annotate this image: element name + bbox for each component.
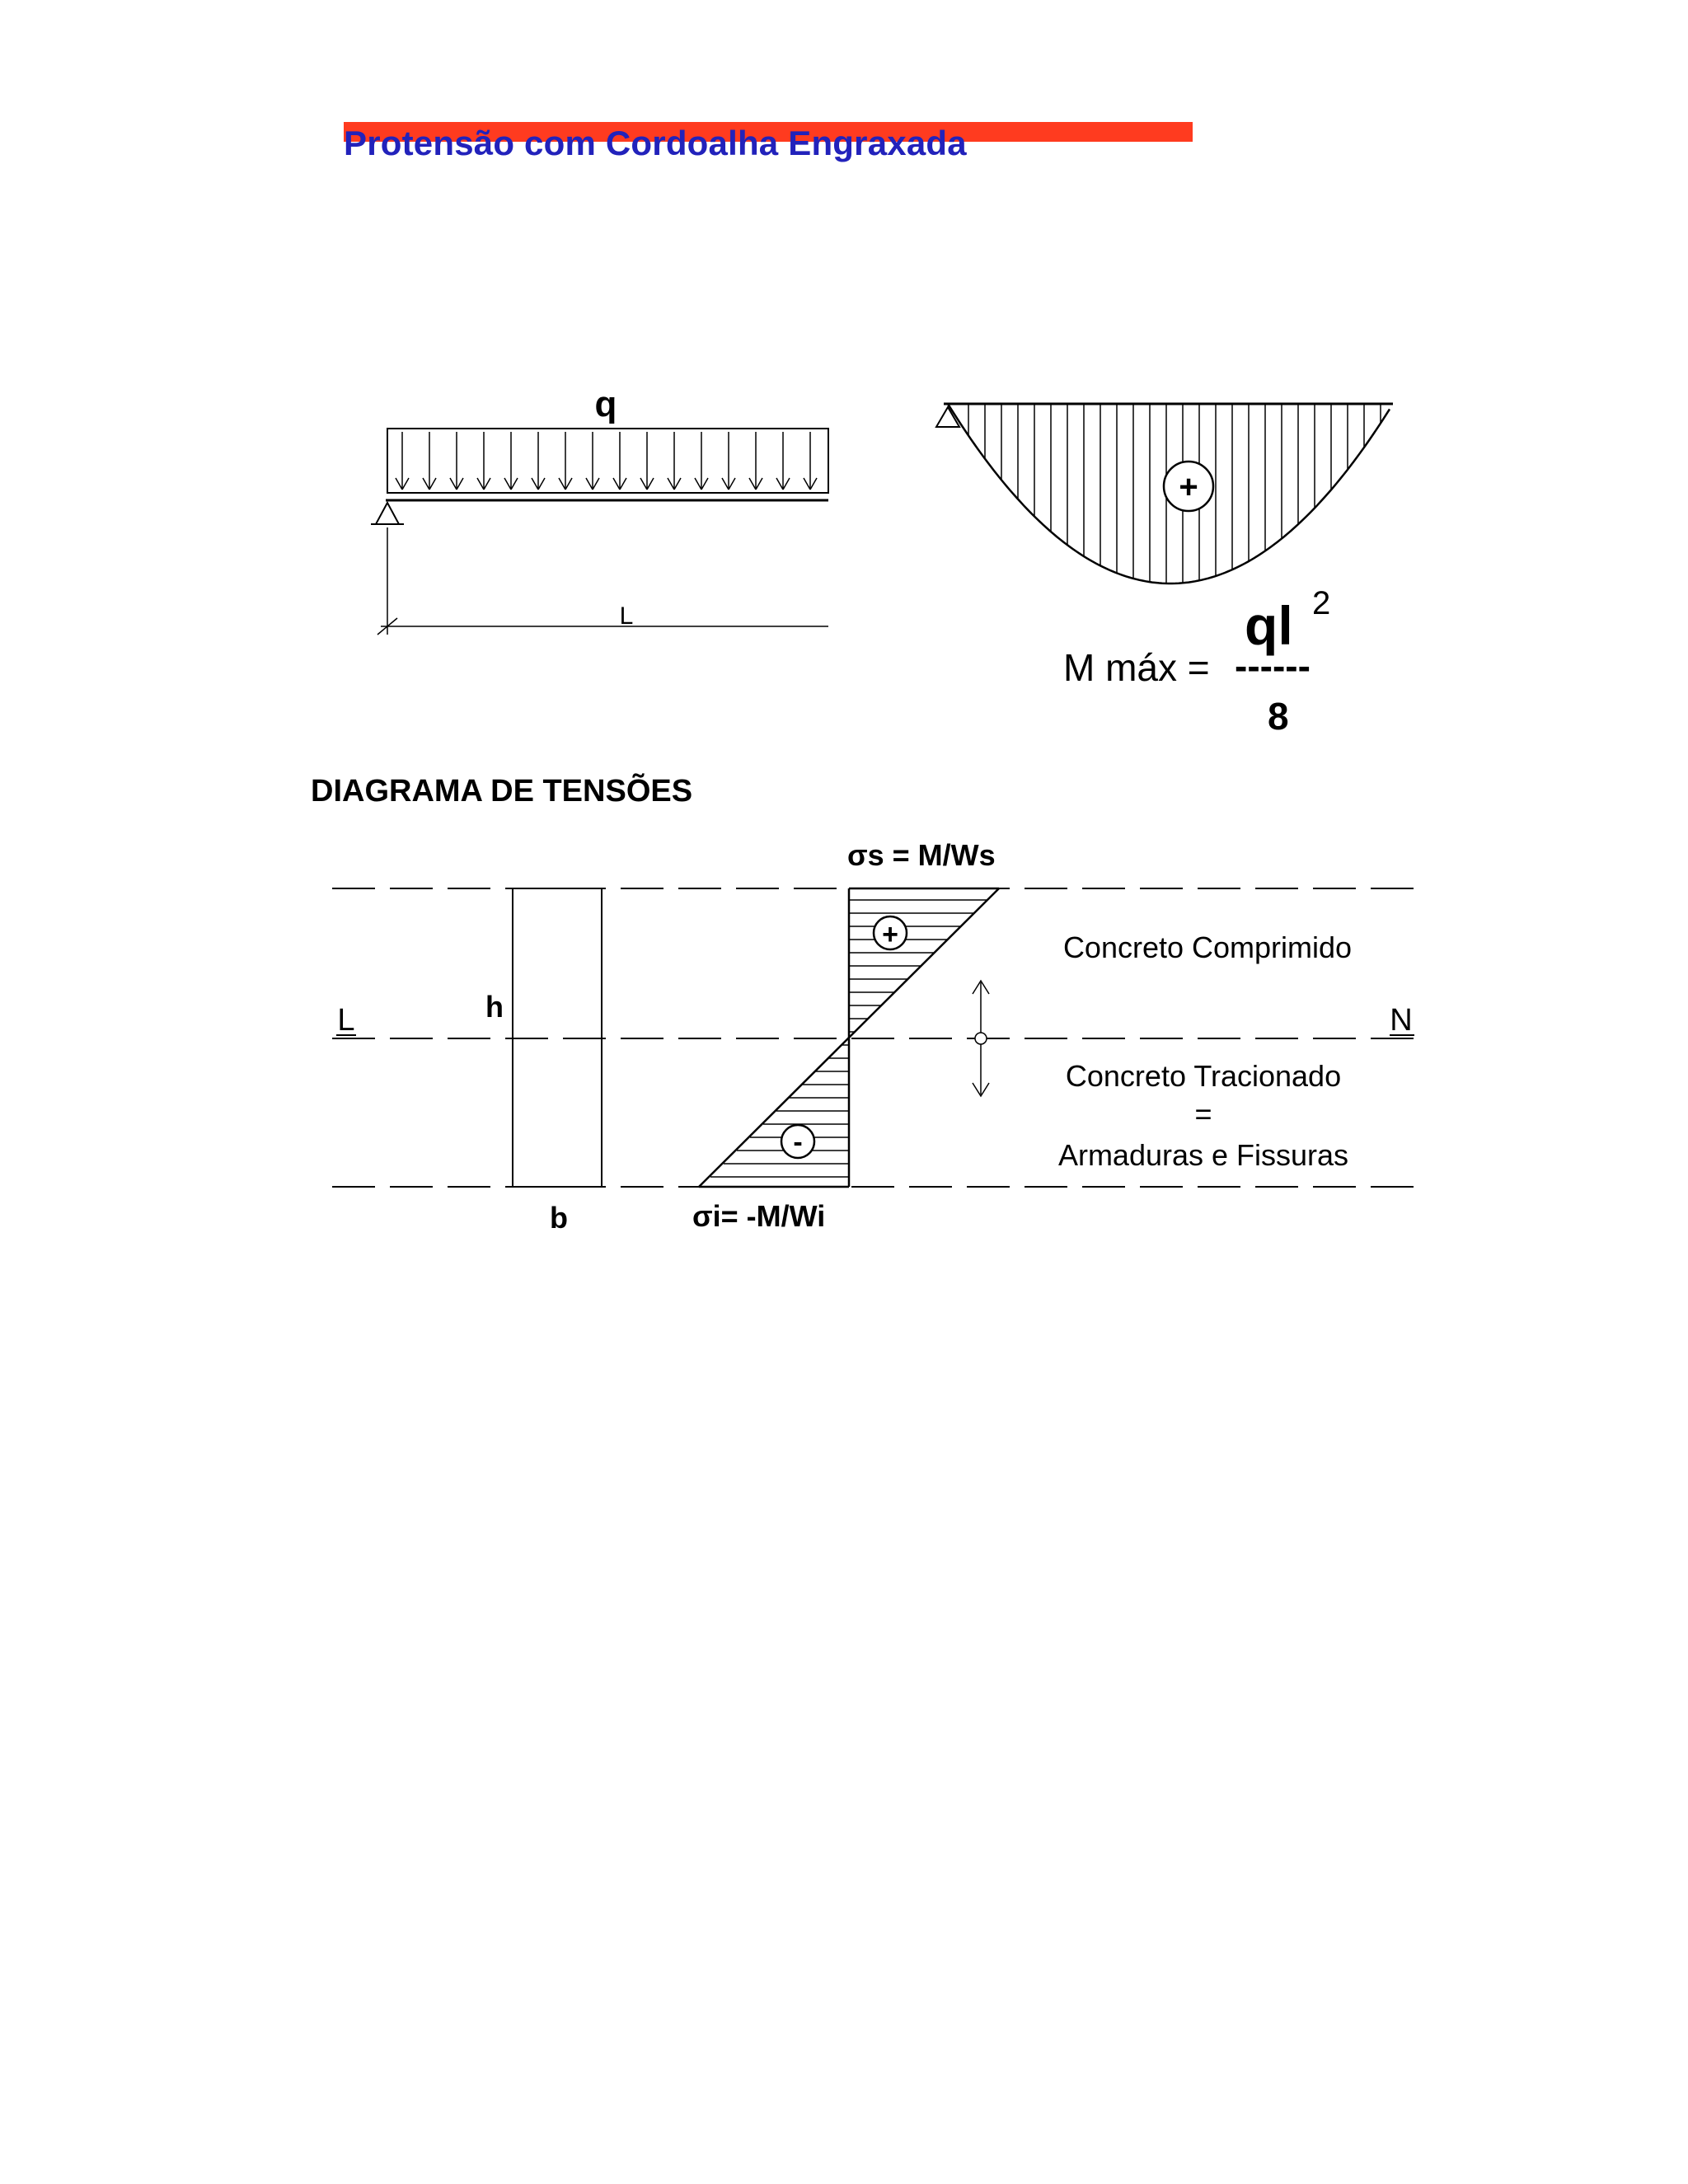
- moment-diagram: [936, 404, 1393, 583]
- load-arrows: [396, 432, 817, 490]
- formula-lhs: M máx =: [1063, 646, 1210, 689]
- load-label: q: [594, 384, 617, 424]
- beam-load-diagram: [371, 384, 828, 635]
- stress-diagram: [332, 838, 1418, 1235]
- height-label: h: [485, 990, 504, 1024]
- reinforcement-label: Armaduras e Fissuras: [1057, 1138, 1349, 1172]
- neutral-axis-left-label: L: [337, 1003, 355, 1038]
- width-label: b: [550, 1201, 568, 1235]
- neutral-axis-right-label: N: [1390, 1003, 1413, 1038]
- formula-numerator: ql: [1245, 595, 1293, 656]
- formula-denominator: 8: [1268, 695, 1289, 738]
- compressed-concrete-label: Concreto Comprimido: [1062, 930, 1353, 964]
- span-label: L: [619, 602, 634, 630]
- bottom-stress-label: σi= -M/Wi: [692, 1199, 826, 1233]
- stress-section-title: DIAGRAMA DE TENSÕES: [311, 774, 693, 808]
- top-stress-label: σs = M/Ws: [847, 838, 996, 872]
- pin-support-icon: [376, 503, 399, 524]
- neutral-axis-marker: [975, 1033, 987, 1044]
- equals-label: =: [1194, 1097, 1212, 1131]
- formula-exponent: 2: [1312, 585, 1331, 621]
- tensioned-concrete-label: Concreto Tracionado: [1065, 1059, 1342, 1093]
- moment-sign: +: [1179, 469, 1198, 505]
- page-title: Protensão com Cordoalha Engraxada: [344, 124, 967, 162]
- compression-sign: +: [882, 919, 898, 950]
- formula-dash: ------: [1235, 644, 1311, 687]
- max-moment-formula: [1063, 585, 1330, 738]
- tension-sign: -: [793, 1127, 803, 1158]
